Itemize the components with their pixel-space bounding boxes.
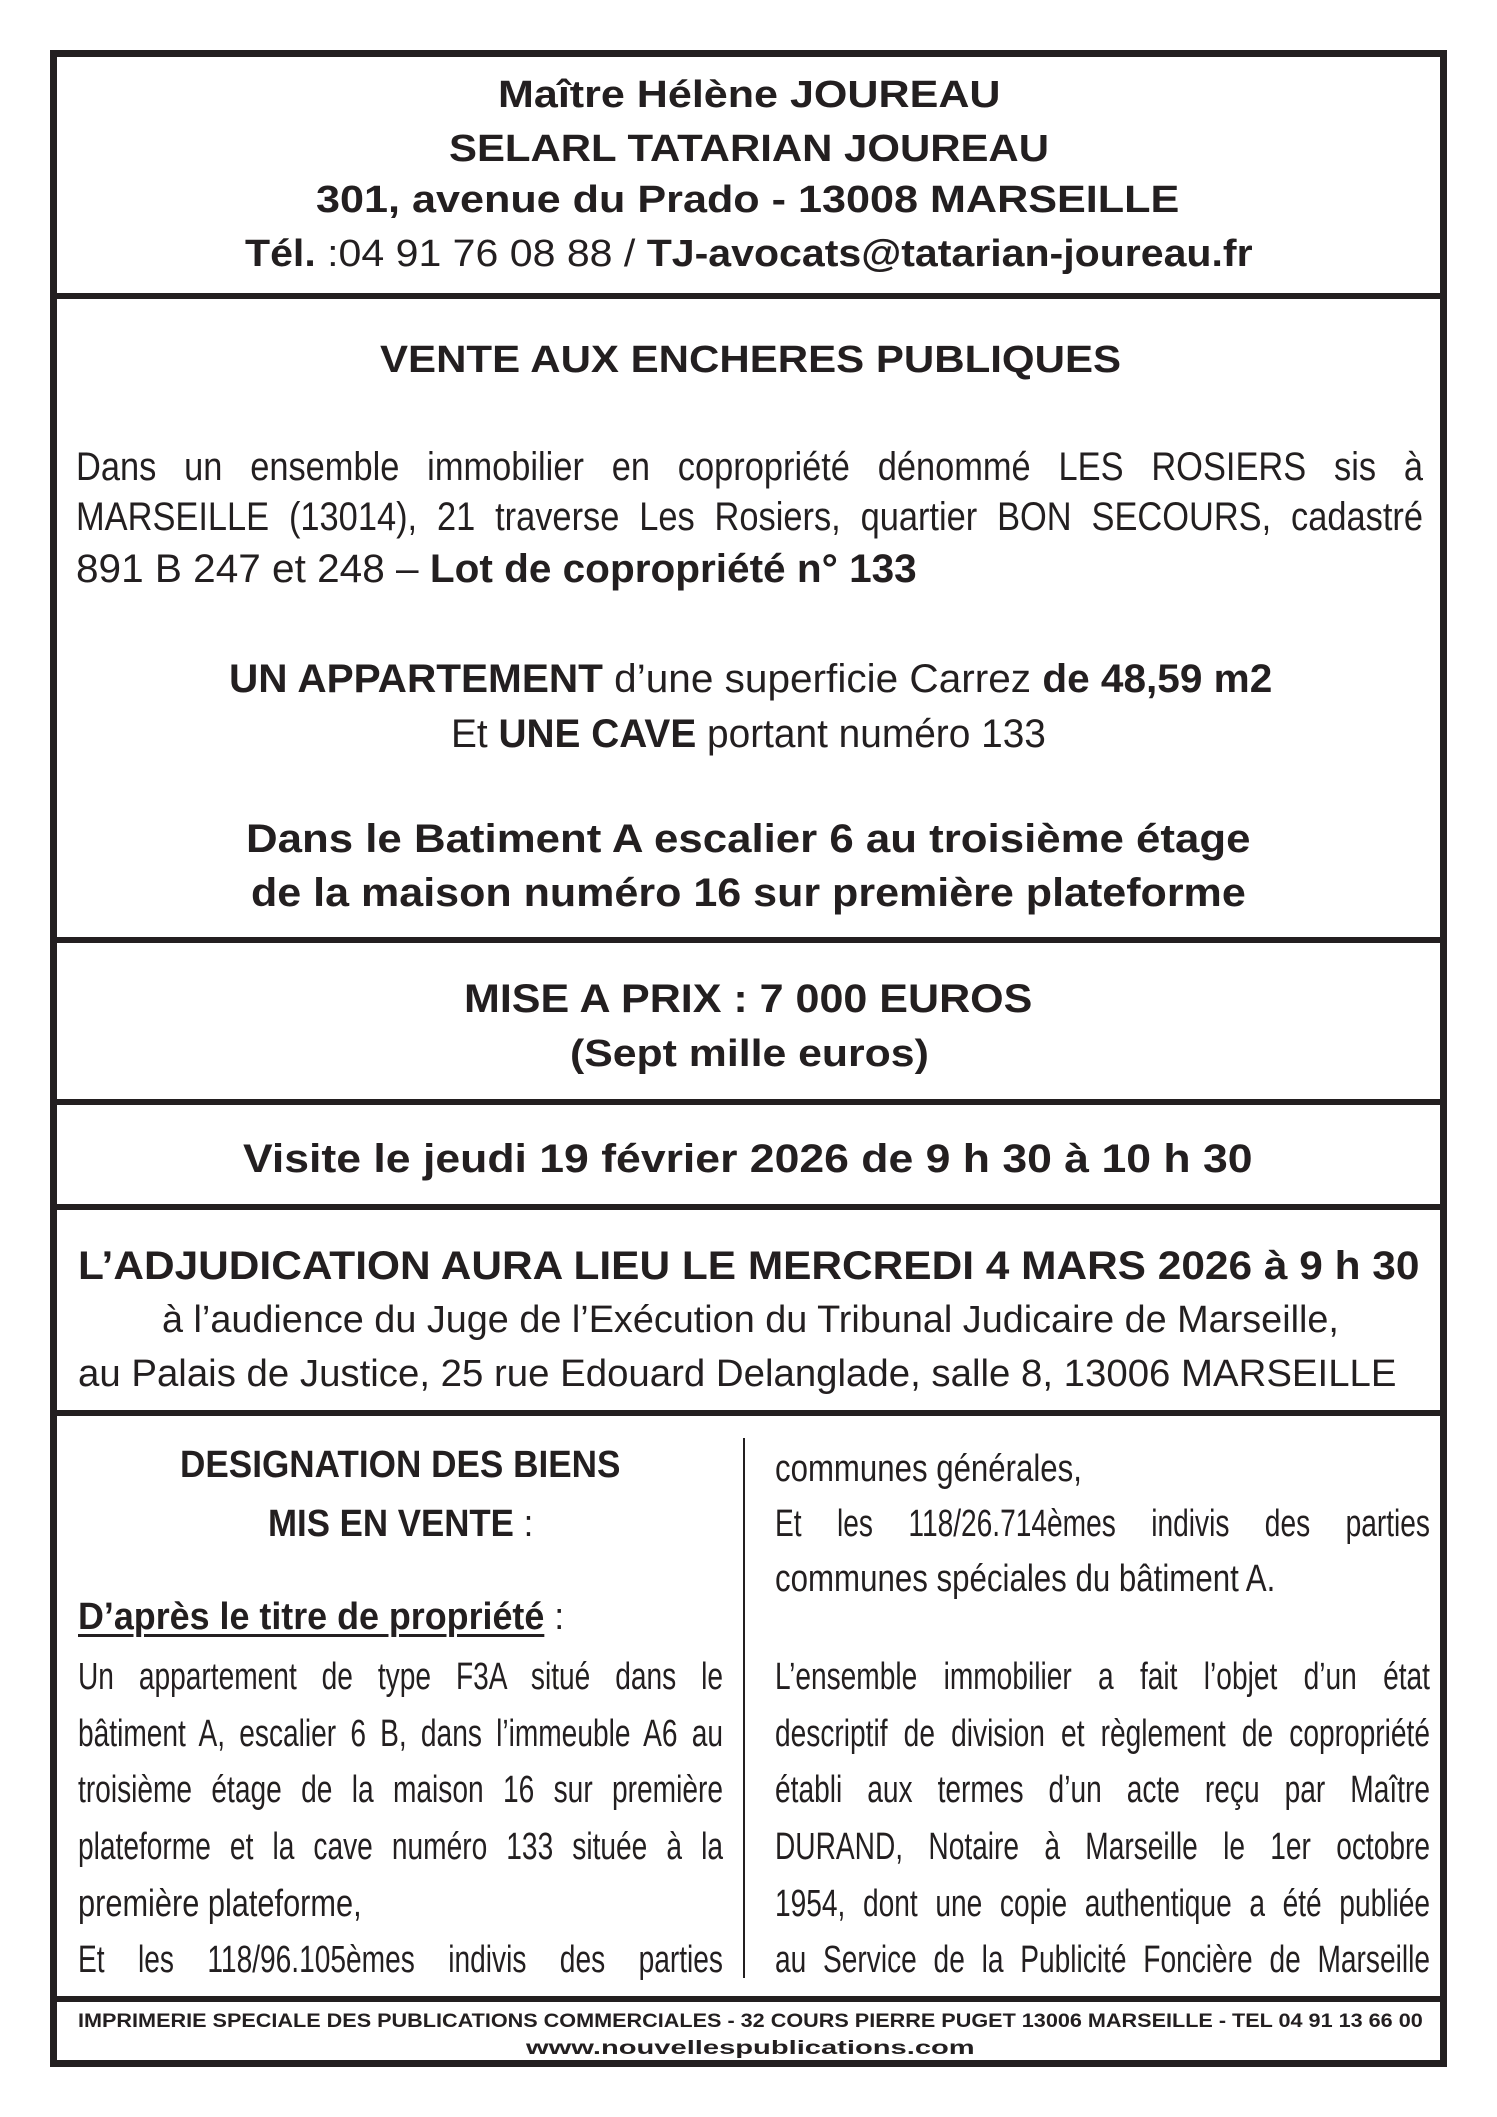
divider-footer [57,1996,1440,2002]
cellar-number: portant numéro 133 [696,712,1046,756]
column-line [78,1715,723,1753]
phone-label: Tél. [245,233,316,275]
divider-sale [57,937,1440,943]
sale-title [380,341,1121,379]
adjudication-address [78,1355,1397,1393]
column-line-text: descriptif de division et règlement de copropriété [775,1713,1430,1755]
cellar-line-text [451,714,1046,754]
designation-title-text: DESIGNATION DES BIENS [180,1444,621,1486]
location-text: de la maison numéro 16 sur première plateforme [251,871,1246,915]
column-line-text: 1954, dont une copie authentique a été publiée [775,1883,1430,1925]
column-line [775,1771,1430,1809]
phone-number: :04 91 76 08 88 / [315,233,647,275]
column-line [775,1658,1430,1696]
column-line-text: Et les 118/96.105èmes indivis des parties [78,1939,723,1981]
cadastre-ref: 891 B 247 et 248 – [76,547,430,591]
apartment-surface-label: d’une superficie Carrez [602,657,1043,701]
lawyer-name [498,76,1000,114]
designation-title-text [268,1505,533,1543]
column-line [775,1715,1430,1753]
contact-line-text [245,235,1253,273]
printer-info-text: IMPRIMERIE SPECIALE DES PUBLICATIONS COMMERCIALES - 32 COURS PIERRE PUGET 13006 MARSEILLE - TEL 04 91 13 66 00 [78,2011,1423,2032]
designation-subtitle-text [78,1598,564,1636]
location-line [246,819,1250,859]
column-line-text: plateforme et la cave numéro 133 située à la [78,1826,723,1868]
firm-address [316,181,1179,219]
column-line-text: première plateforme, [78,1883,362,1925]
adjudication-court-text: à l’audience du Juge de l’Exécution du Tribunal Judicaire de Marseille, [162,1299,1339,1341]
divider-header [57,293,1440,299]
column-line-text: DURAND, Notaire à Marseille le 1er octobre [775,1826,1430,1868]
starting-price-words [570,1035,929,1073]
cellar-line [451,714,1046,754]
column-line-text: L’ensemble immobilier a fait l’objet d’un état [775,1656,1430,1698]
adjudication-address-text: au Palais de Justice, 25 rue Edouard Delanglade, salle 8, 13006 MARSEILLE [78,1353,1397,1395]
column-line-text: bâtiment A, escalier 6 B, dans l’immeuble A6 au [78,1713,723,1755]
sale-description-line [76,549,917,589]
adjudication-headline-text: L’ADJUDICATION AURA LIEU LE MERCREDI 4 MARS 2026 à 9 h 30 [78,1244,1420,1288]
column-line-text: communes spéciales du bâtiment A. [775,1558,1276,1600]
email-link[interactable]: TJ-avocats@tatarian-joureau.fr [646,233,1253,275]
lawyer-name-text: Maître Hélène JOUREAU [498,74,1001,116]
designation-title [268,1505,533,1543]
apartment-line [229,659,1272,699]
firm-address-text: 301, avenue du Prado - 13008 MARSEILLE [316,179,1180,221]
starting-price [464,979,1032,1019]
column-line-text: communes générales, [775,1448,1082,1490]
column-line [78,1828,723,1866]
firm-name [449,130,1049,168]
sale-description-text: MARSEILLE (13014), 21 traverse Les Rosiers, quartier BON SECOURS, cadastré [76,495,1423,539]
surface-area: de 48,59 m2 [1042,657,1273,701]
website-link[interactable] [526,2039,975,2058]
lot-number: Lot de copropriété n° 133 [429,547,917,591]
divider-visit [57,1204,1440,1210]
sale-description-text: Dans un ensemble immobilier en copropriété dénommé LES ROSIERS sis à [76,445,1423,489]
adjudication-headline [78,1246,1419,1286]
column-line [775,1941,1430,1979]
column-line-text: troisième étage de la maison 16 sur première [78,1769,723,1811]
visit-date-text: Visite le jeudi 19 février 2026 de 9 h 30 à 10 h 30 [243,1137,1253,1181]
divider-adjudication [57,1410,1440,1416]
location-text: Dans le Batiment A escalier 6 au troisième étage [246,817,1251,861]
location-line [251,873,1246,913]
column-line [78,1941,723,1979]
column-rule [743,1438,745,1978]
designation-title [180,1446,620,1484]
column-line-text: établi aux termes d’un acte reçu par Maître [775,1769,1430,1811]
divider-price [57,1099,1440,1105]
designation-subtitle-bold: D’après le titre de propriété [78,1596,545,1638]
designation-subtitle [78,1598,564,1636]
visit-date [243,1139,1252,1179]
website-link-text[interactable]: www.nouvellespublications.com [526,2038,975,2059]
cellar-label: UNE CAVE [498,712,697,756]
column-line [78,1771,723,1809]
sale-description-line [76,497,1423,537]
designation-title-bold: MIS EN VENTE [268,1503,514,1545]
apartment-line-text [229,659,1272,699]
cellar-prefix: Et [451,712,499,756]
starting-price-text: MISE A PRIX : 7 000 EUROS [464,977,1033,1021]
contact-line [245,235,1253,273]
starting-price-words-text: (Sept mille euros) [570,1033,929,1075]
column-line [775,1885,1430,1923]
column-line-text: Un appartement de type F3A situé dans le [78,1656,723,1698]
sale-description-text [76,549,917,589]
column-line [78,1885,362,1923]
designation-title-colon: : [513,1503,534,1545]
column-line [78,1658,723,1696]
adjudication-court [162,1301,1339,1339]
column-line-text: Et les 118/26.714èmes indivis des parties [775,1503,1430,1545]
printer-info [78,2012,1423,2031]
column-line [775,1828,1430,1866]
column-line-text: au Service de la Publicité Foncière de Marseille [775,1939,1430,1981]
column-line [775,1505,1430,1543]
apartment-label: UN APPARTEMENT [229,657,603,701]
column-line [775,1450,1082,1488]
designation-subtitle-colon: : [544,1596,565,1638]
sale-title-text: VENTE AUX ENCHERES PUBLIQUES [380,339,1122,381]
sale-description-line [76,447,1423,487]
column-line [775,1560,1275,1598]
firm-name-text: SELARL TATARIAN JOUREAU [449,128,1049,170]
